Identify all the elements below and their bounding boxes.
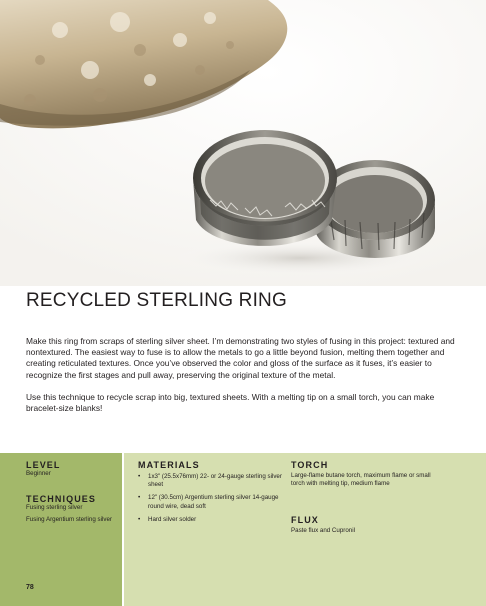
technique-item: Fusing sterling silver: [26, 504, 83, 511]
flux-label: FLUX: [291, 515, 319, 525]
technique-item: Fusing Argentium sterling silver: [26, 516, 112, 524]
materials-label: MATERIALS: [138, 460, 200, 470]
techniques-label: TECHNIQUES: [26, 494, 97, 504]
torch-value: Large-flame butane torch, maximum flame or small torch with melting tip, medium flame: [291, 472, 431, 488]
torch-label: TORCH: [291, 460, 329, 470]
materials-section: [138, 460, 286, 529]
material-item: • Hard silver solder: [138, 516, 286, 524]
rings-photo: [0, 0, 486, 286]
material-item: • 1x3" (25.5x76mm) 22- or 24-gauge sterling silver sheet: [138, 473, 286, 489]
project-title: RECYCLED STERLING RING: [26, 290, 287, 311]
materials-list: [138, 473, 286, 524]
page-number: 78: [26, 584, 34, 591]
intro-paragraph: Use this technique to recycle scrap into big, textured sheets. With a melting tip on a small torch, you can make bracelet-size blanks!: [26, 391, 435, 414]
intro-text: [26, 336, 462, 425]
torch-section: [291, 460, 431, 488]
material-item: • 12" (30.5cm) Argentium sterling silver 14-gauge round wire, dead soft: [138, 494, 286, 510]
flux-section: [291, 515, 431, 535]
level-label: LEVEL: [26, 460, 61, 470]
techniques-section: [26, 494, 116, 528]
rings-illustration: [0, 0, 486, 286]
level-section: [26, 460, 116, 478]
flux-value: Paste flux and Cupronil: [291, 527, 355, 534]
level-value: Beginner: [26, 470, 51, 477]
intro-paragraph: Make this ring from scraps of sterling silver sheet. I’m demonstrating two styles of fusing in this project: textured and nontextured. The easiest way to fuse is to allow the metals to go a little beyond fusion, melting them together and creating reticulated textures. Once you’ve observed the color and gloss of the surface as it fuses, it’s easier to recognize the first stages and pull away, preserving the original texture of the metal.: [26, 336, 455, 380]
